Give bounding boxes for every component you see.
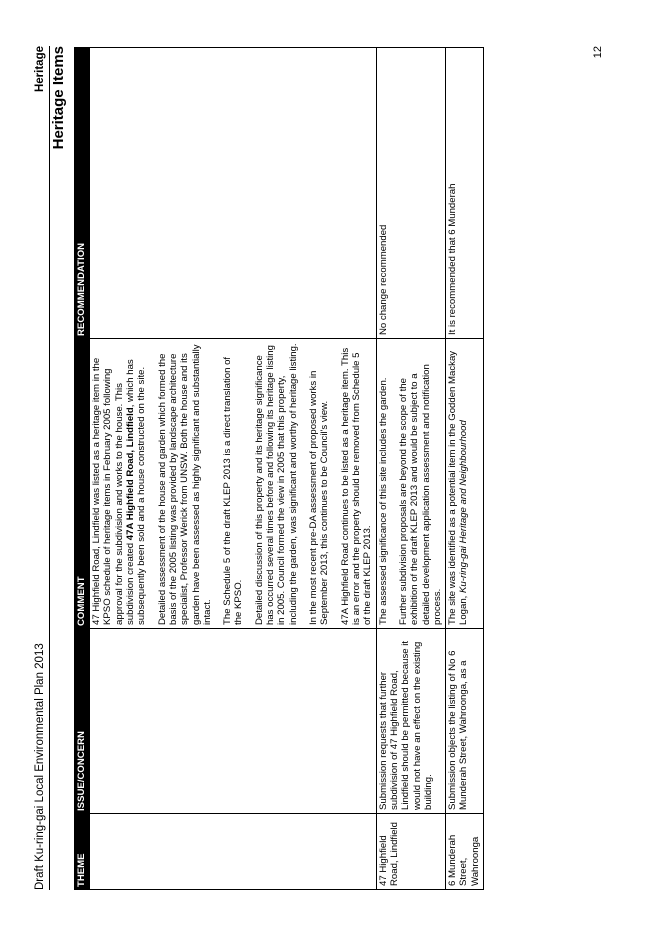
page-number: 12 [592,46,604,59]
theme-cell [90,814,377,890]
comment-text: The site was identified as a potential item in the Godden Mackay Logan, [447,350,470,625]
document-title: Draft Ku-ring-gai Local Environmental Plan 2013 [34,643,46,890]
comment-cell [90,339,377,629]
table-header-row [75,48,90,890]
theme-cell: 47 Highfield Road, Lindfield [376,814,446,890]
issue-cell: Submission requests that further subdivision of 47 Highfield Road, Lindfield should be permitted because it would not have an effect on the existing building. [376,629,446,814]
comment-cell [446,339,484,629]
recommendation-cell [90,48,377,339]
column-header-issue: ISSUE/CONCERN [75,629,90,814]
study-title-italic: Ku-ring-gai Heritage and Neighbourhood [458,420,470,593]
heritage-items-table [74,47,484,890]
issue-cell: Submission objects the listing of No 6 Munderah Street, Wahroonga, as a [446,629,484,814]
subsection-title: Heritage Items [50,46,67,150]
table-row [90,48,377,890]
table-row [376,48,446,890]
comment-paragraph: In the most recent pre-DA assessment of proposed works in September 2013, this continues to be Council's view. [308,370,331,625]
comment-paragraph [91,342,148,625]
comment-paragraph: Detailed assessment of the house and garden which formed the basis of the 2005 listing was provided by landscape architecture specialist, Professor Werick from UNSW. Both the house and its garden have been assessed as highly significant and substantially intact. [156,344,213,625]
property-address-bold: 47A Highfield Road, Lindfield [124,407,136,541]
comment-paragraph: Detailed discussion of this property and its heritage significance has occurred several times before and following its heritage listing in 2005. Council formed the view in 2005 that this property, including the garden, was significant and worthy of heritage listing. [253,343,299,625]
comment-text: 47 Highfield Road, Lindfield was listed as a heritage item in the KPSO schedule of heritage items in February 2005 following approval for the subdivision and works to the house. This subdivision created [91,357,136,625]
column-header-recommendation: RECOMMENDATION [75,48,90,339]
table-row [446,48,484,890]
comment-paragraph: The assessed significance of this site includes the garden. [377,377,389,625]
recommendation-cell: It is recommended that 6 Munderah [446,48,484,339]
comment-paragraph: Further subdivision proposals are beyond the scope of the exhibition of the draft KLEP 2013 and would be subject to a detailed development application assessment and notification process. [397,364,443,625]
theme-cell: 6 Munderah Street, Wahroonga [446,814,484,890]
header-rule [49,46,50,890]
recommendation-cell: No change recommended [376,48,446,339]
comment-cell [376,339,446,629]
comment-paragraph: The Schedule 5 of the draft KLEP 2013 is a direct translation of the KPSO. [222,356,245,625]
column-header-comment: COMMENT [75,339,90,629]
section-title: Heritage [34,46,46,93]
comment-paragraph: 47A Highfield Road continues to be listed as a heritage item. This is an error and the property should be removed from Schedule 5 of the draft KLEP 2013. [339,347,374,625]
comment-text: , which has subsequently been sold and a house constructed on the site. [124,359,148,625]
column-header-theme: THEME [75,814,90,890]
issue-cell [90,629,377,814]
